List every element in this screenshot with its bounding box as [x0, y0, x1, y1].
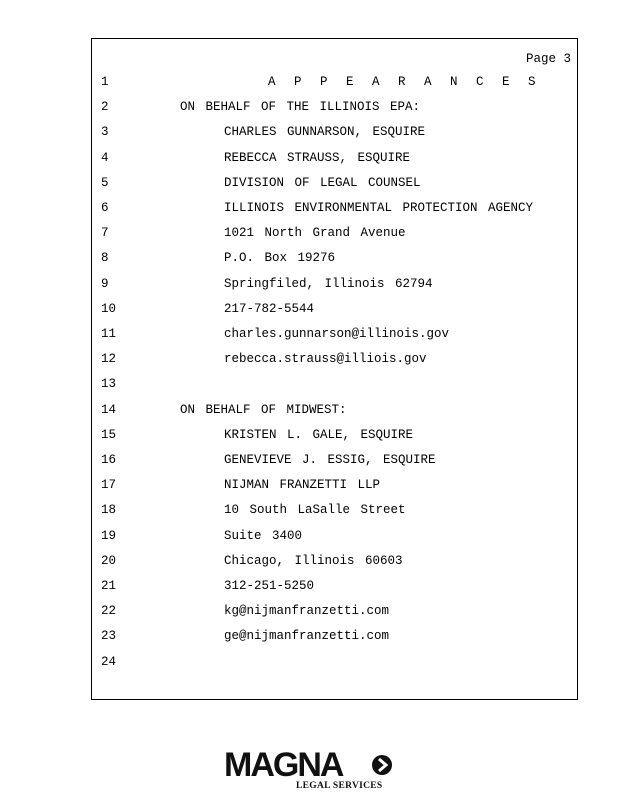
line-text: A P P E A R A N C E S — [268, 75, 540, 89]
transcript-line — [92, 401, 579, 419]
line-number: 20 — [101, 553, 117, 568]
transcript-line — [92, 275, 579, 293]
line-number: 11 — [101, 327, 117, 341]
line-text: DIVISION OF LEGAL COUNSEL — [224, 175, 421, 190]
line-number: 19 — [101, 528, 117, 543]
transcript-line — [92, 98, 579, 116]
line-number: 6 — [101, 201, 109, 215]
transcript-line — [92, 149, 579, 167]
line-number: 14 — [101, 402, 117, 417]
transcript-line — [92, 627, 579, 645]
magna-logo — [224, 748, 399, 794]
logo-wordmark: MAGNA — [224, 746, 343, 784]
transcript-line — [92, 476, 579, 494]
transcript-line — [92, 577, 579, 595]
line-number: 23 — [101, 629, 117, 644]
line-number: 16 — [101, 453, 117, 467]
transcript-line — [92, 350, 579, 368]
line-number: 1 — [101, 75, 109, 89]
line-number: 7 — [101, 226, 109, 241]
line-number: 18 — [101, 503, 117, 518]
line-text: 217-782-5544 — [224, 301, 315, 316]
transcript-line — [92, 249, 579, 267]
line-text: CHARLES GUNNARSON, ESQUIRE — [224, 125, 426, 140]
transcript-page — [91, 38, 578, 700]
line-text: Chicago, Illinois 60603 — [224, 553, 403, 568]
line-number: 5 — [101, 175, 109, 190]
transcript-line — [92, 224, 579, 242]
line-number: 24 — [101, 654, 117, 669]
transcript-line — [92, 199, 579, 217]
transcript-line — [92, 375, 579, 393]
logo-subtitle: LEGAL SERVICES — [296, 781, 383, 791]
line-text: rebecca.strauss@illiois.gov — [224, 352, 427, 367]
line-text: GENEVIEVE J. ESSIG, ESQUIRE — [224, 453, 436, 467]
line-text: kg@nijmanfranzetti.com — [224, 604, 390, 619]
line-number: 8 — [101, 251, 109, 266]
line-number: 3 — [101, 125, 109, 140]
transcript-line — [92, 653, 579, 671]
line-text: ON BEHALF OF MIDWEST: — [180, 402, 347, 417]
transcript-line — [92, 426, 579, 444]
line-text: 312-251-5250 — [224, 579, 315, 593]
line-text: KRISTEN L. GALE, ESQUIRE — [224, 427, 414, 442]
line-text: 1021 North Grand Avenue — [224, 226, 406, 241]
transcript-line — [92, 602, 579, 620]
line-number: 12 — [101, 352, 117, 367]
line-text: REBECCA STRAUSS, ESQUIRE — [224, 150, 411, 165]
line-number: 15 — [101, 427, 117, 442]
line-text: Suite 3400 — [224, 528, 303, 543]
line-number: 9 — [101, 276, 109, 291]
line-number: 4 — [101, 150, 109, 165]
line-text: ON BEHALF OF THE ILLINOIS EPA: — [180, 100, 421, 115]
transcript-line — [92, 174, 579, 192]
transcript-line — [92, 300, 579, 318]
transcript-line — [92, 552, 579, 570]
transcript-line — [92, 73, 579, 91]
transcript-line — [92, 325, 579, 343]
line-text: ILLINOIS ENVIRONMENTAL PROTECTION AGENCY — [224, 201, 534, 215]
transcript-line — [92, 123, 579, 141]
line-number: 2 — [101, 100, 109, 115]
line-number: 10 — [101, 301, 117, 316]
chevron-right-circle-icon — [371, 754, 393, 776]
transcript-line — [92, 527, 579, 545]
line-text: charles.gunnarson@illinois.gov — [224, 327, 450, 341]
transcript-line — [92, 451, 579, 469]
line-number: 17 — [101, 478, 117, 493]
line-text: ge@nijmanfranzetti.com — [224, 629, 390, 644]
page-number: Page 3 — [525, 52, 571, 66]
line-number: 22 — [101, 604, 117, 619]
transcript-line — [92, 501, 579, 519]
line-number: 21 — [101, 579, 117, 593]
line-number: 13 — [101, 377, 117, 392]
line-text: Springfiled, Illinois 62794 — [224, 276, 433, 291]
line-text: 10 South LaSalle Street — [224, 503, 406, 518]
line-text: NIJMAN FRANZETTI LLP — [224, 478, 381, 493]
line-text: P.O. Box 19276 — [224, 251, 336, 266]
